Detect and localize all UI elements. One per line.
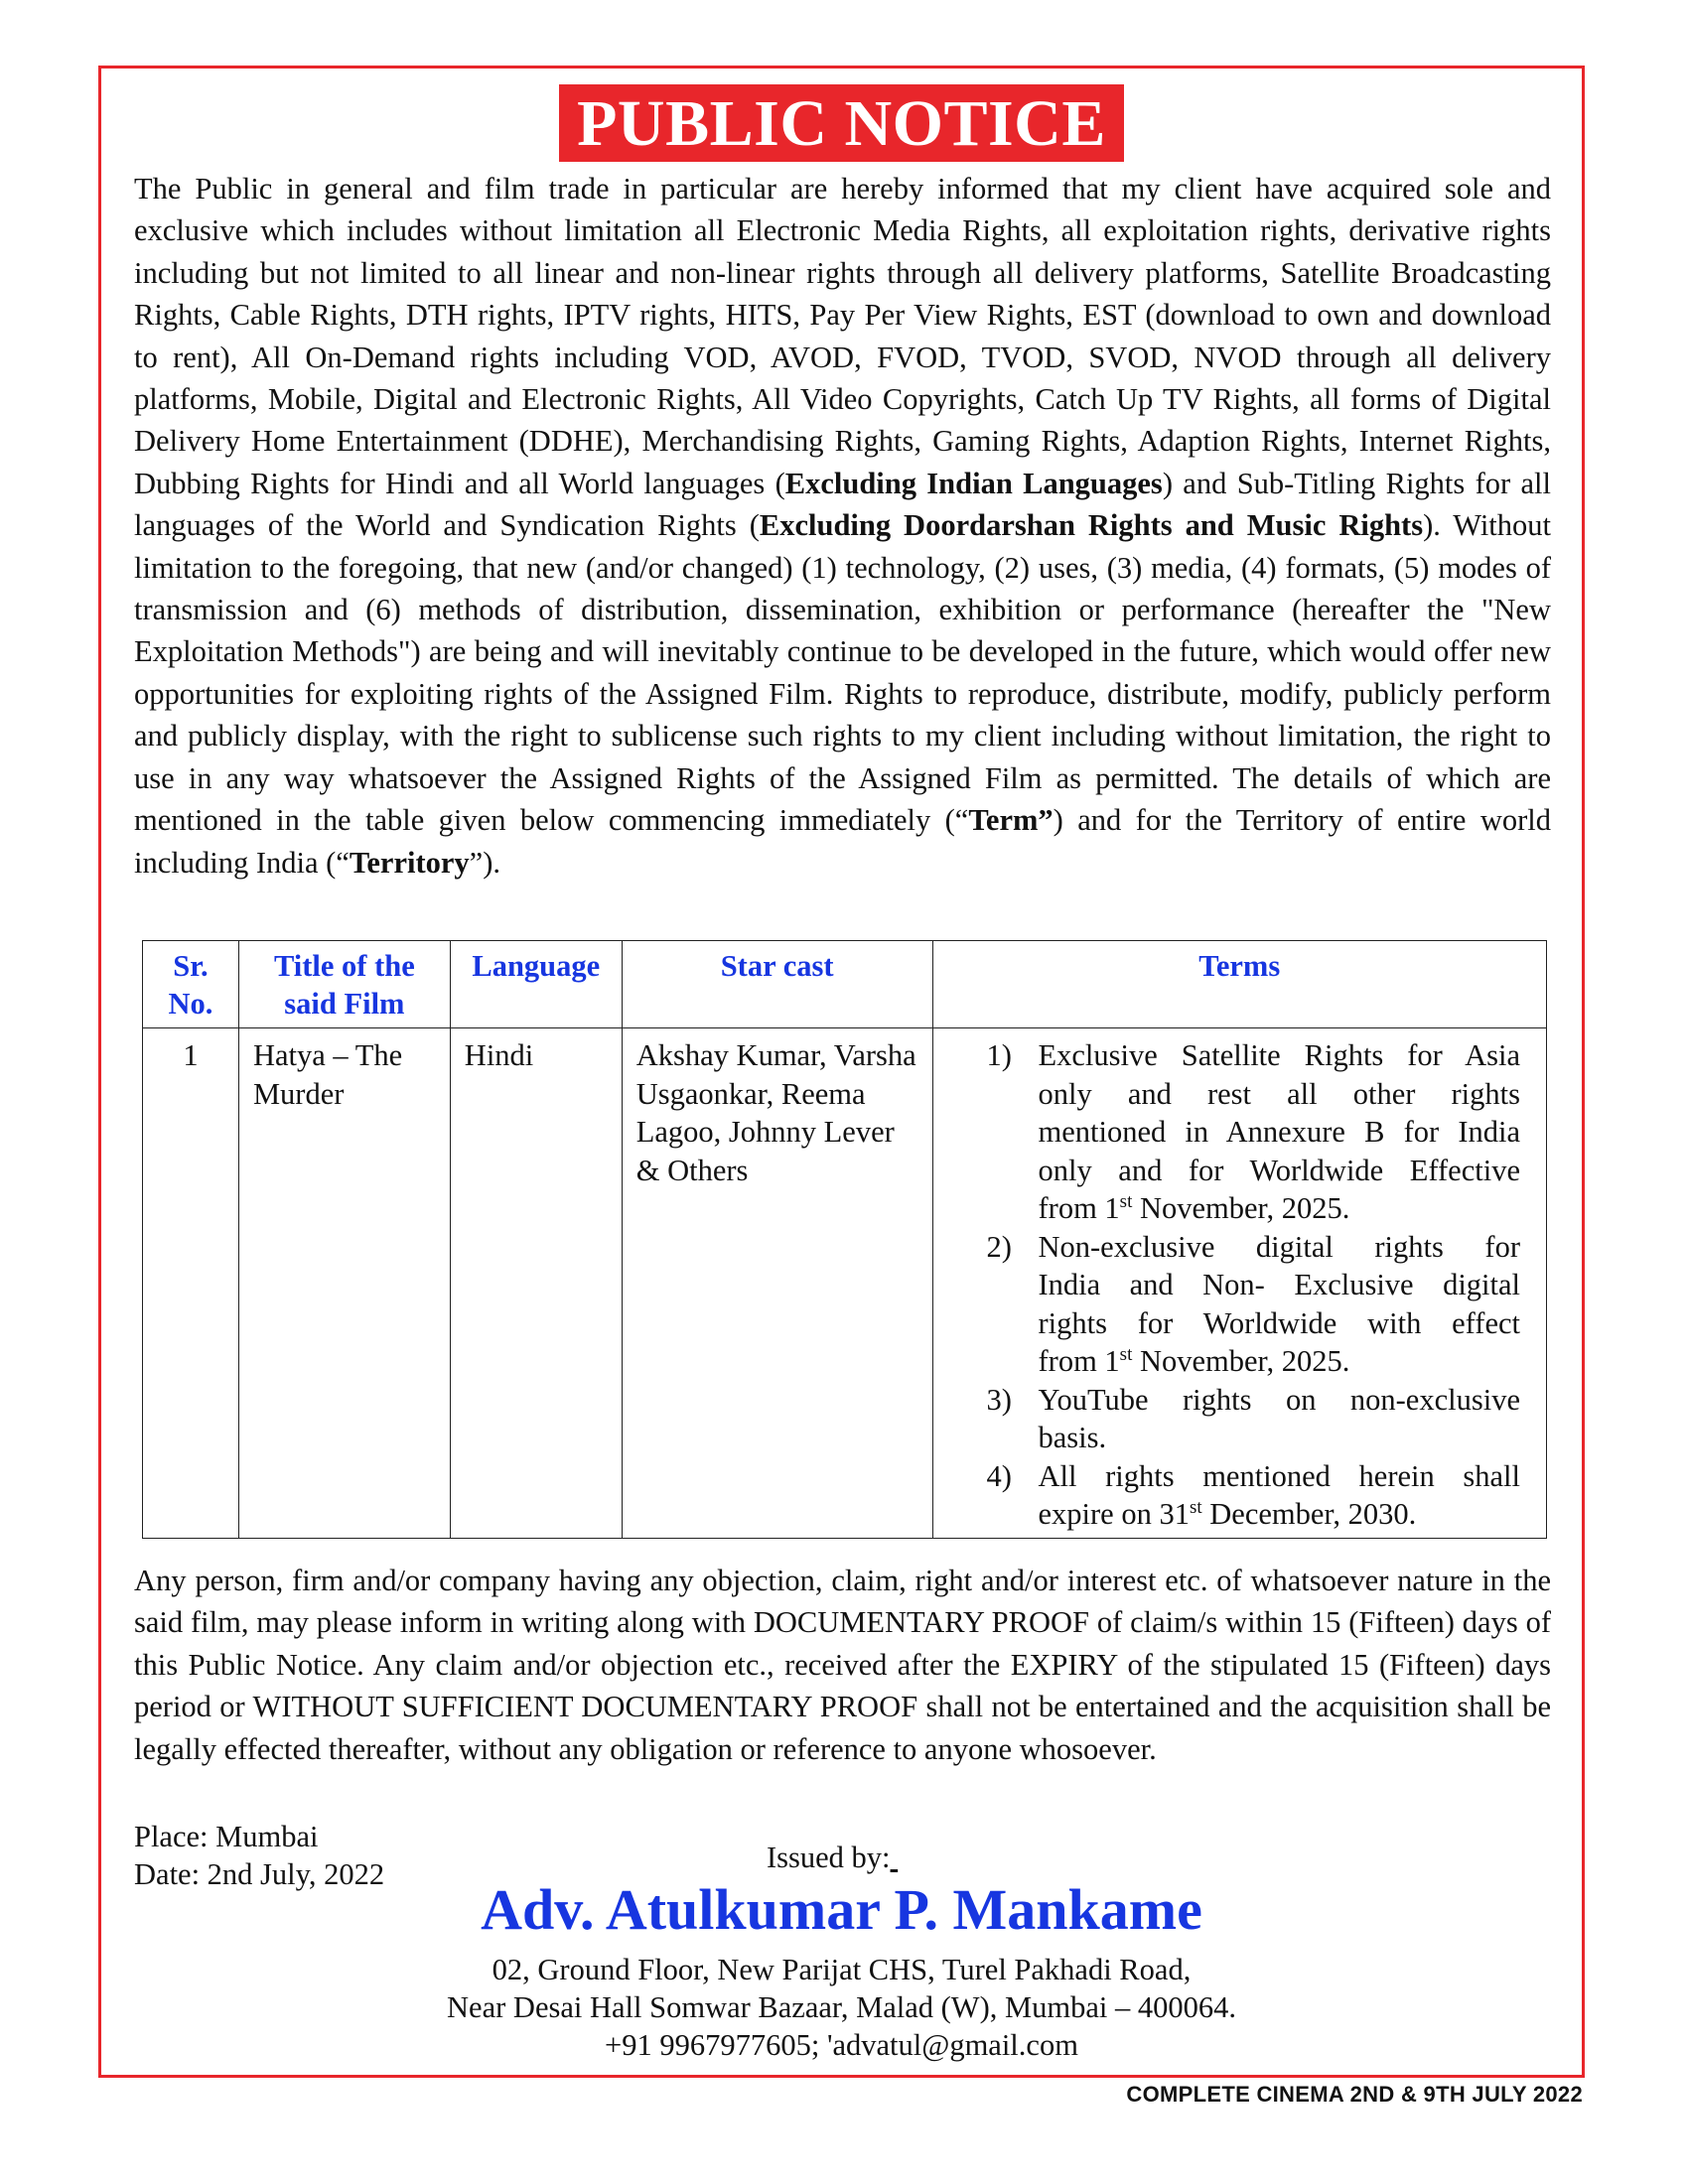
- term-tail-end: December, 2030.: [1201, 1497, 1417, 1531]
- term-line: mentioned in Annexure B for India: [1038, 1115, 1520, 1149]
- term-line: Non-exclusive digital rights for: [1038, 1229, 1520, 1264]
- term-tail-end: November, 2025.: [1132, 1344, 1350, 1378]
- term-item: [987, 1381, 1521, 1457]
- term-item: [987, 1457, 1521, 1534]
- term-number: 1): [986, 1038, 1012, 1072]
- term-tail: from 1: [1038, 1344, 1120, 1378]
- issued-by-label: Issued by:: [767, 1841, 891, 1874]
- title-wrap: [101, 84, 1582, 162]
- term-number: 2): [986, 1229, 1012, 1264]
- term-text: [1039, 1228, 1521, 1381]
- header-language: Language: [450, 941, 622, 1028]
- place: Place: Mumbai: [134, 1820, 319, 1853]
- contact-line: +91 9967977605; 'advatul@gmail.com: [605, 2028, 1078, 2062]
- term-text: [1039, 1457, 1521, 1534]
- intro-bold-3: Term”: [968, 803, 1054, 838]
- table-header-row: [143, 941, 1547, 1028]
- cell-star-cast: Akshay Kumar, Varsha Usgaonkar, Reema Lagoo, Johnny Lever & Others: [622, 1028, 932, 1539]
- header-title: Title of the said Film: [238, 941, 450, 1028]
- address-line-2: Near Desai Hall Somwar Bazaar, Malad (W), Mumbai – 400064.: [447, 1990, 1236, 2024]
- cell-language: Hindi: [450, 1028, 622, 1539]
- term-line: only and for Worldwide Effective: [1038, 1153, 1520, 1187]
- header-sr-no: Sr. No.: [143, 941, 239, 1028]
- terms-list: [987, 1036, 1521, 1534]
- ordinal-suffix: st: [1189, 1496, 1202, 1518]
- rights-table: [142, 940, 1547, 1539]
- header-star-cast: Star cast: [622, 941, 932, 1028]
- term-text: [1039, 1381, 1521, 1457]
- term-tail: expire on 31: [1038, 1497, 1190, 1531]
- issued-by: [767, 1841, 898, 1875]
- term-line: only and rest all other rights: [1038, 1076, 1520, 1111]
- address-line-1: 02, Ground Floor, New Parijat CHS, Turel Pakhadi Road,: [492, 1953, 1192, 1986]
- term-tail: from 1: [1038, 1191, 1120, 1225]
- term-tail-end: November, 2025.: [1132, 1191, 1350, 1225]
- table-row: [143, 1028, 1547, 1539]
- advocate-name: Adv. Atulkumar P. Mankame: [481, 1877, 1202, 1942]
- objection-paragraph: Any person, firm and/or company having any objection, claim, right and/or interest etc. of whatsoever nature in the said film, may please inform in writing along with DOCUMENTARY PROOF of claim/s within 15 (Fifteen) days of this Public Notice. Any claim and/or objection etc., received after the EXPIRY of the stipulated 15 (Fifteen) days period or WITHOUT SUFFICIENT DOCUMENTARY PROOF shall not be entertained and the acquisition shall be legally effected thereafter, without any obligation or reference to anyone whosoever.: [134, 1564, 1551, 1766]
- term-line: YouTube rights on non-exclusive: [1038, 1382, 1520, 1417]
- term-item: [987, 1228, 1521, 1381]
- term-line: India and Non- Exclusive digital: [1038, 1268, 1520, 1301]
- intro-bold-2: Excluding Doordarshan Rights and Music Rights: [759, 508, 1424, 543]
- intro-paragraph: [134, 168, 1551, 884]
- ordinal-suffix: st: [1119, 1190, 1133, 1212]
- intro-text-3: ). Without limitation to the foregoing, that new (and/or changed) (1) technology, (2) uses, (3) media, (4) formats, (5) modes of transmission and (6) methods of distribution, dissemination, exhibition or performance (hereafter the "New Exploitation Methods") are being and will inevitably continue to be developed in the future, which would offer new opportunities for exploiting rights of the Assigned Film. Rights to reproduce, distribute, modify, publicly perform and publicly display, with the right to sublicense such rights to my client including without limitation, the right to use in any way whatsoever the Assigned Rights of the Assigned Film as permitted. The details of which are mentioned in the table given below commencing immediately (“: [134, 508, 1551, 838]
- term-line: [1039, 1189, 1521, 1228]
- term-text: [1039, 1036, 1521, 1228]
- notice-title: PUBLIC NOTICE: [559, 84, 1124, 162]
- header-terms: Terms: [932, 941, 1547, 1028]
- ordinal-suffix: st: [1119, 1343, 1133, 1365]
- term-number: 3): [986, 1382, 1012, 1417]
- intro-text-4: ) and for the Territory of entire world including India (“: [134, 803, 1551, 880]
- term-line: Exclusive Satellite Rights for Asia: [1038, 1038, 1520, 1072]
- cell-terms: [932, 1028, 1547, 1539]
- cell-sr: 1: [143, 1028, 239, 1539]
- intro-text-2: ) and Sub-Titling Rights for all languages of the World and Syndication Rights (: [134, 466, 1551, 543]
- date: Date: 2nd July, 2022: [134, 1857, 385, 1891]
- cell-film-title: Hatya – The Murder: [238, 1028, 450, 1539]
- intro-bold-1: Excluding Indian Languages: [784, 466, 1163, 500]
- notice-frame: [98, 66, 1585, 2078]
- publication-footer: COMPLETE CINEMA 2ND & 9TH JULY 2022: [1126, 2082, 1583, 2107]
- intro-text-1: The Public in general and film trade in particular are hereby informed that my client have acquired sole and exclusive which includes without limitation all Electronic Media Rights, all exploitation rights, derivative rights including but not limited to all linear and non-linear rights through all delivery platforms, Satellite Broadcasting Rights, Cable Rights, DTH rights, IPTV rights, HITS, Pay Per View Rights, EST (download to own and download to rent), All On-Demand rights including VOD, AVOD, FVOD, TVOD, SVOD, NVOD through all delivery platforms, Mobile, Digital and Electronic Rights, All Video Copyrights, Catch Up TV Rights, all forms of Digital Delivery Home Entertainment (DDHE), Merchandising Rights, Gaming Rights, Adaption Rights, Internet Rights, Dubbing Rights for Hindi and all World languages (: [134, 172, 1551, 500]
- intro-text-5: ”).: [469, 845, 500, 880]
- term-line: [1039, 1342, 1521, 1381]
- term-line: [1039, 1419, 1521, 1457]
- term-line: All rights mentioned herein shall: [1038, 1458, 1520, 1493]
- term-line: rights for Worldwide with effect: [1038, 1305, 1520, 1340]
- intro-bold-4: Territory: [349, 845, 470, 880]
- term-tail: basis.: [1038, 1421, 1107, 1454]
- term-item: [987, 1036, 1521, 1228]
- term-number: 4): [986, 1458, 1012, 1493]
- term-line: [1039, 1495, 1521, 1534]
